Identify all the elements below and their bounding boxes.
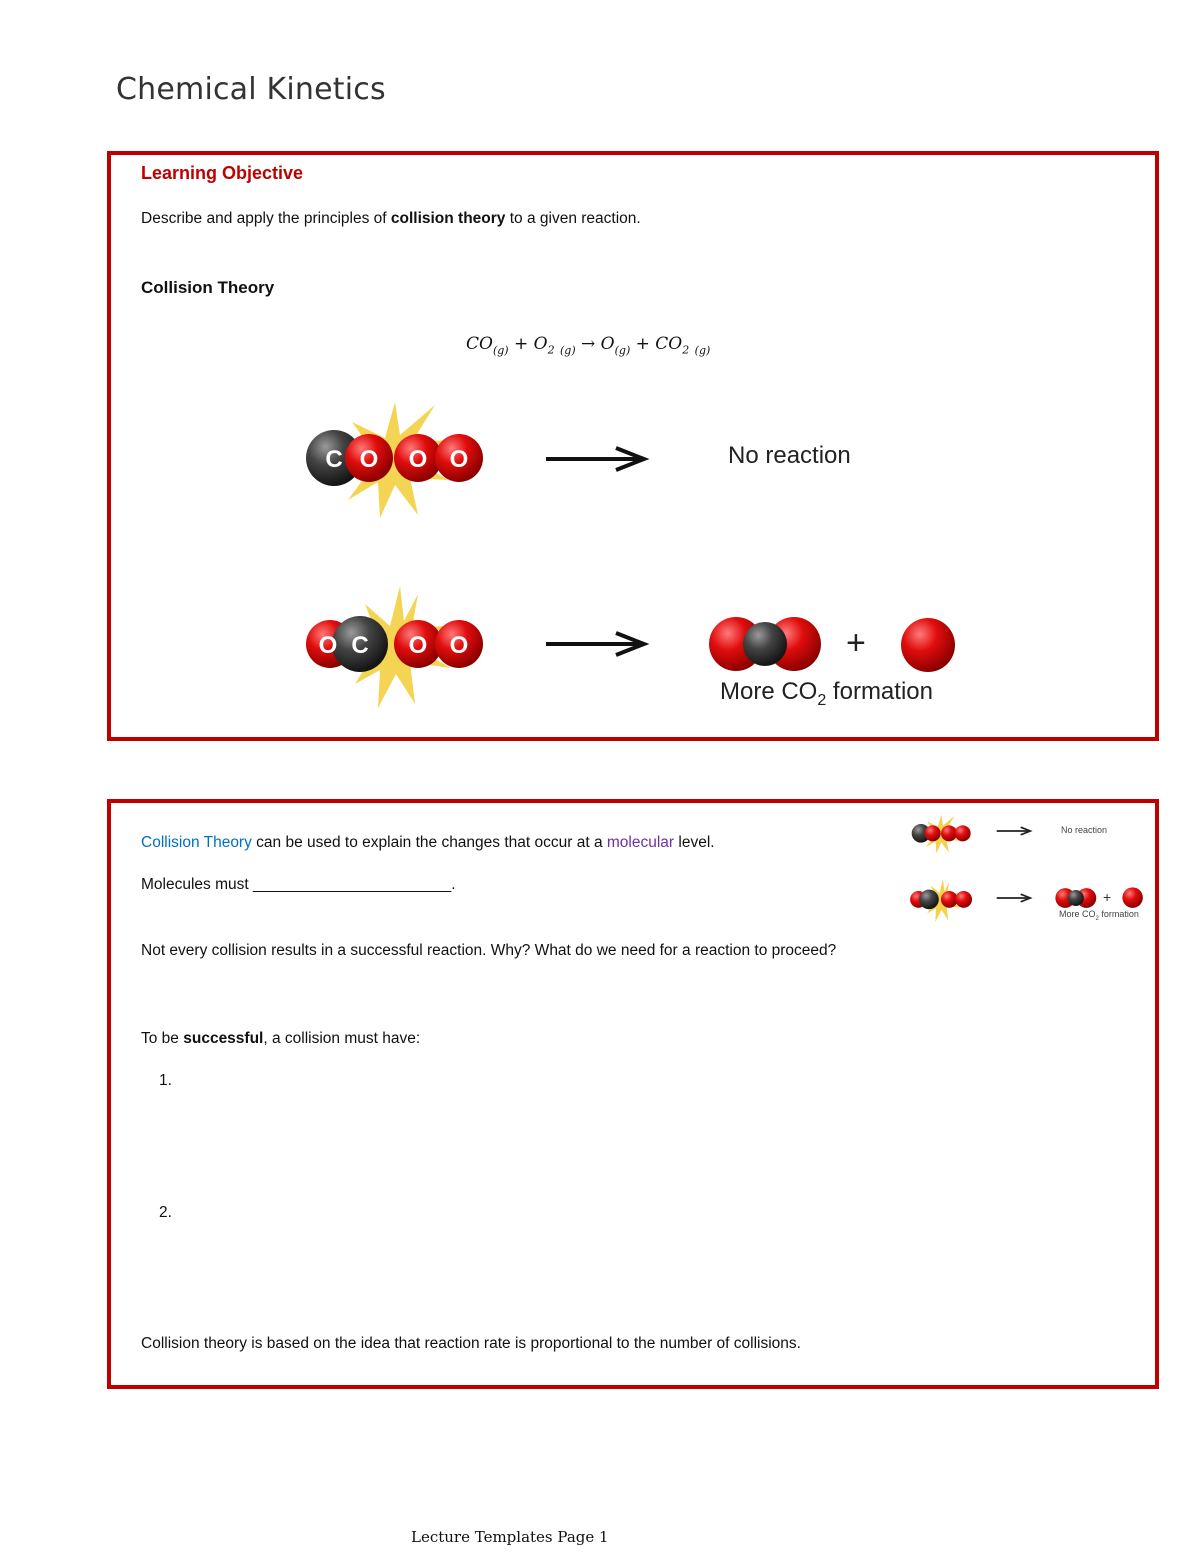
atom-label: C	[325, 446, 343, 473]
collision-theory-intro: Collision Theory can be used to explain the changes that occur at a molecular level.	[141, 834, 715, 851]
thumbnail-oxygen-atom	[1122, 887, 1144, 909]
thumbnail-arrow	[996, 892, 1032, 904]
oxygen-atom	[941, 891, 958, 908]
plus-sign: +	[846, 624, 866, 662]
carbon-atom	[919, 890, 939, 910]
atom-label: O	[359, 446, 379, 473]
collision-theory-conclusion: Collision theory is based on the idea that reaction rate is proportional to the number of collisions.	[141, 1335, 801, 1352]
molecules-must-blank: Molecules must _______________________.	[141, 876, 456, 893]
thumbnail-co2-molecule	[1055, 887, 1097, 909]
atom-label: O	[449, 446, 469, 473]
no-reaction-label: No reaction	[728, 442, 851, 469]
co2-molecule	[708, 614, 823, 674]
oxygen-atom	[941, 825, 957, 841]
carbon-atom	[743, 622, 787, 666]
thumbnail-arrow	[996, 825, 1032, 837]
reaction-equation: $CO_{(g)} + O_2$ $_{(g)} \to O_{(g)} + CO_2$ $_{(g)}$	[466, 334, 711, 357]
reaction-arrow	[544, 446, 649, 472]
atom-label: O	[408, 632, 428, 659]
thumbnail-more-co2-label: More $CO_2$ formation	[1059, 909, 1139, 922]
co-o2-misaligned-collision	[300, 400, 500, 520]
thumbnail-plus-sign: +	[1103, 889, 1112, 905]
oxygen-atom	[925, 825, 941, 841]
oxygen-atom	[1122, 887, 1142, 907]
atom-label: C	[351, 632, 369, 659]
oxygen-atom	[955, 825, 971, 841]
oxygen-atom	[955, 891, 972, 908]
page-footer: Lecture Templates Page 1	[411, 1528, 609, 1546]
thumbnail-misaligned-collision	[908, 814, 978, 854]
atom-label: O	[318, 632, 338, 659]
atom-label: O	[449, 632, 469, 659]
learning-objective-heading: Learning Objective	[141, 163, 304, 183]
list-item: 2.	[159, 1204, 172, 1221]
more-co2-formation-label: More $CO_2$ formation	[720, 678, 933, 709]
page-title: Chemical Kinetics	[116, 72, 386, 107]
collision-theory-subheading: Collision Theory	[141, 278, 275, 297]
carbon-atom	[1068, 890, 1084, 906]
list-item: 1.	[159, 1072, 172, 1089]
oxygen-atom	[901, 618, 955, 672]
thumbnail-no-reaction-label: No reaction	[1061, 825, 1108, 835]
why-question: Not every collision results in a successful reaction. Why? What do we need for a reaction to proceed?	[141, 942, 837, 959]
objective-text: Describe and apply the principles of collision theory to a given reaction.	[141, 210, 641, 227]
reaction-arrow	[544, 631, 649, 657]
thumbnail-aligned-collision	[908, 879, 978, 923]
success-requirements-intro: To be successful, a collision must have:	[141, 1030, 421, 1047]
atom-label: O	[408, 446, 428, 473]
co-o2-aligned-collision	[300, 586, 500, 711]
oxygen-atom-product	[900, 617, 958, 675]
